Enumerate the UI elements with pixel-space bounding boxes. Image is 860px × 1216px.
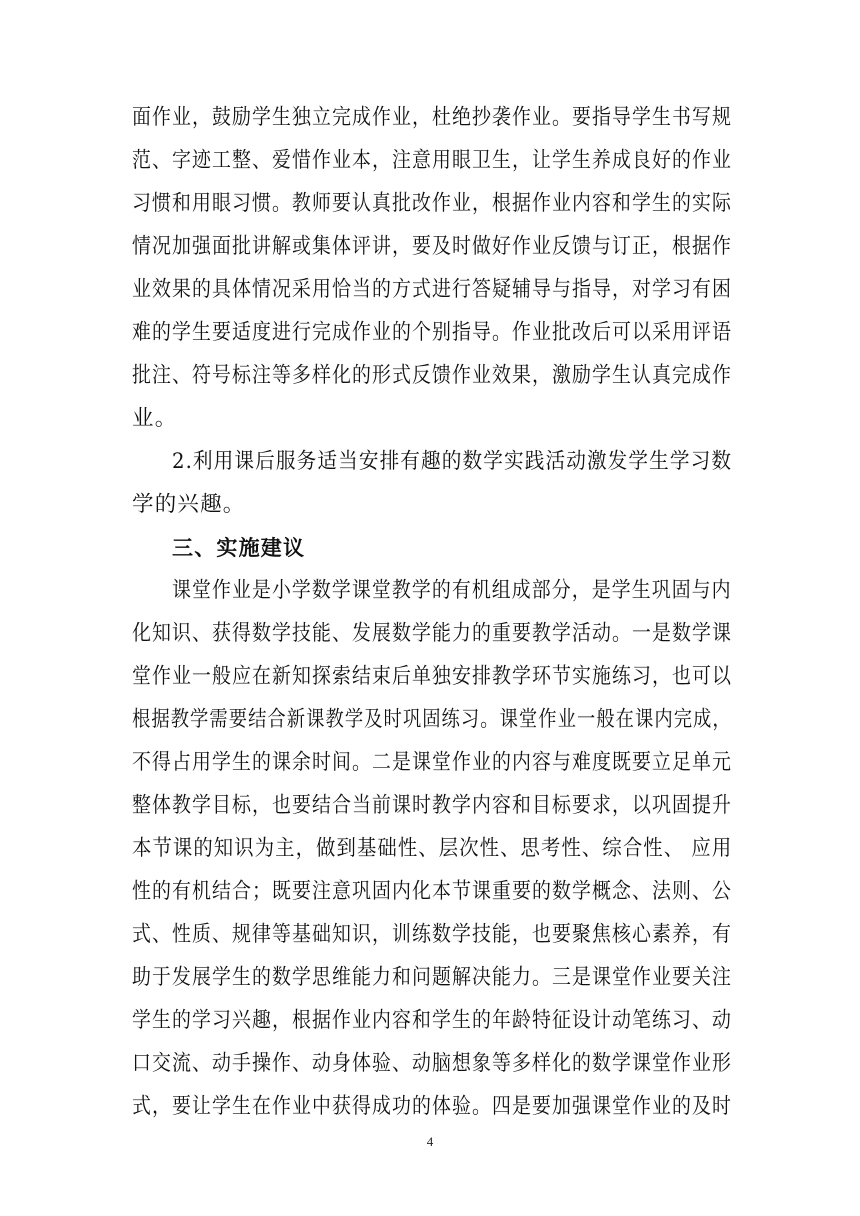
text-line: 化知识、获得数学技能、发展数学能力的重要教学活动。一是数学课 <box>132 621 733 646</box>
text-line: 不得占用学生的课余时间。二是课堂作业的内容与难度既要立足单元 <box>132 750 733 775</box>
text-line: 性的有机结合；既要注意巩固内化本节课重要的数学概念、法则、公 <box>132 879 733 904</box>
text-line: 业效果的具体情况采用恰当的方式进行答疑辅导与指导，对学习有困 <box>132 277 733 302</box>
text-line: 助于发展学生的数学思维能力和问题解决能力。三是课堂作业要关注 <box>132 965 733 990</box>
text-line: 本节课的知识为主，做到基础性、层次性、思考性、综合性、 应用 <box>132 836 733 861</box>
section-heading: 三、实施建议 <box>172 536 306 560</box>
text-line: 堂作业一般应在新知探索结束后单独安排教学环节实施练习，也可以 <box>132 664 733 689</box>
text-line: 整体教学目标，也要结合当前课时教学内容和目标要求，以巩固提升 <box>132 793 733 818</box>
text-line: 式，要让学生在作业中获得成功的体验。四是要加强课堂作业的及时 <box>132 1094 733 1119</box>
text-line: 学生的学习兴趣，根据作业内容和学生的年龄特征设计动笔练习、动 <box>132 1008 733 1033</box>
page-number: 4 <box>426 1134 434 1149</box>
text-line: 面作业，鼓励学生独立完成作业，杜绝抄袭作业。要指导学生书写规 <box>132 105 733 130</box>
text-line: 学的兴趣。 <box>132 492 246 517</box>
text-line: 课堂作业是小学数学课堂教学的有机组成部分，是学生巩固与内 <box>172 578 732 603</box>
text-line: 口交流、动手操作、动身体验、动脑想象等多样化的数学课堂作业形 <box>132 1051 733 1076</box>
list-item-2: 2.利用课后服务适当安排有趣的数学实践活动激发学生学习数 <box>172 449 733 474</box>
text-line: 习惯和用眼习惯。教师要认真批改作业，根据作业内容和学生的实际 <box>132 191 733 216</box>
text-line: 批注、符号标注等多样化的形式反馈作业效果，激励学生认真完成作 <box>132 363 733 388</box>
text-line: 难的学生要适度进行完成作业的个别指导。作业批改后可以采用评语 <box>132 320 733 345</box>
text-line: 范、字迹工整、爱惜作业本，注意用眼卫生，让学生养成良好的作业 <box>132 148 733 173</box>
text-line: 式、性质、规律等基础知识，训练数学技能，也要聚焦核心素养，有 <box>132 922 733 947</box>
text-line: 情况加强面批讲解或集体评讲，要及时做好作业反馈与订正，根据作 <box>132 234 733 259</box>
text-line: 根据教学需要结合新课教学及时巩固练习。课堂作业一般在课内完成， <box>132 707 732 732</box>
text-line: 业。 <box>132 406 178 431</box>
